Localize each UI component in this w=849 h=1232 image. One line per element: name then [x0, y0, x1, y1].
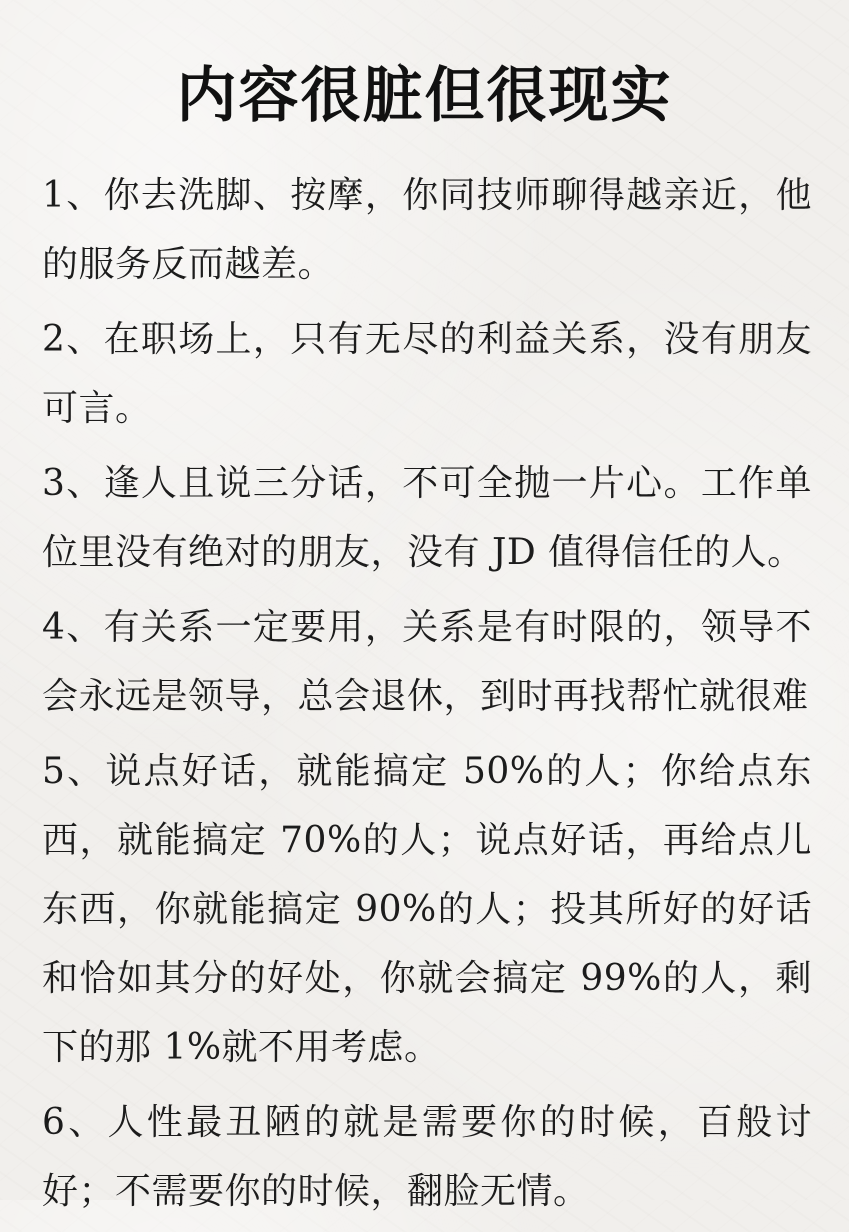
page-title: 内容很脏但很现实	[176, 61, 673, 131]
list-item-6: 6、人性最丑陋的就是需要你的时候，百般讨好；不需要你的时候，翻脸无情。	[42, 1102, 812, 1212]
list-item-3: 3、逢人且说三分话，不可全抛一片心。工作单位里没有绝对的朋友，没有 JD 值得信任的人。	[42, 463, 812, 573]
content-list	[42, 161, 812, 1232]
list-item-2: 2、在职场上，只有无尽的利益关系，没有朋友可言。	[42, 319, 812, 429]
list-item-5: 5、说点好话，就能搞定 50%的人；你给点东西，就能搞定 70%的人；说点好话，再给点儿东西，你就能搞定 90%的人；投其所好的好话和恰如其分的好处，你就会搞定 99%的人，剩下的那 1%就不用考虑。	[42, 751, 812, 1068]
list-item-4: 4、有关系一定要用，关系是有时限的，领导不会永远是领导，总会退休，到时再找帮忙就很难	[42, 607, 812, 717]
list-item-1: 1、你去洗脚、按摩，你同技师聊得越亲近，他的服务反而越差。	[42, 175, 812, 285]
